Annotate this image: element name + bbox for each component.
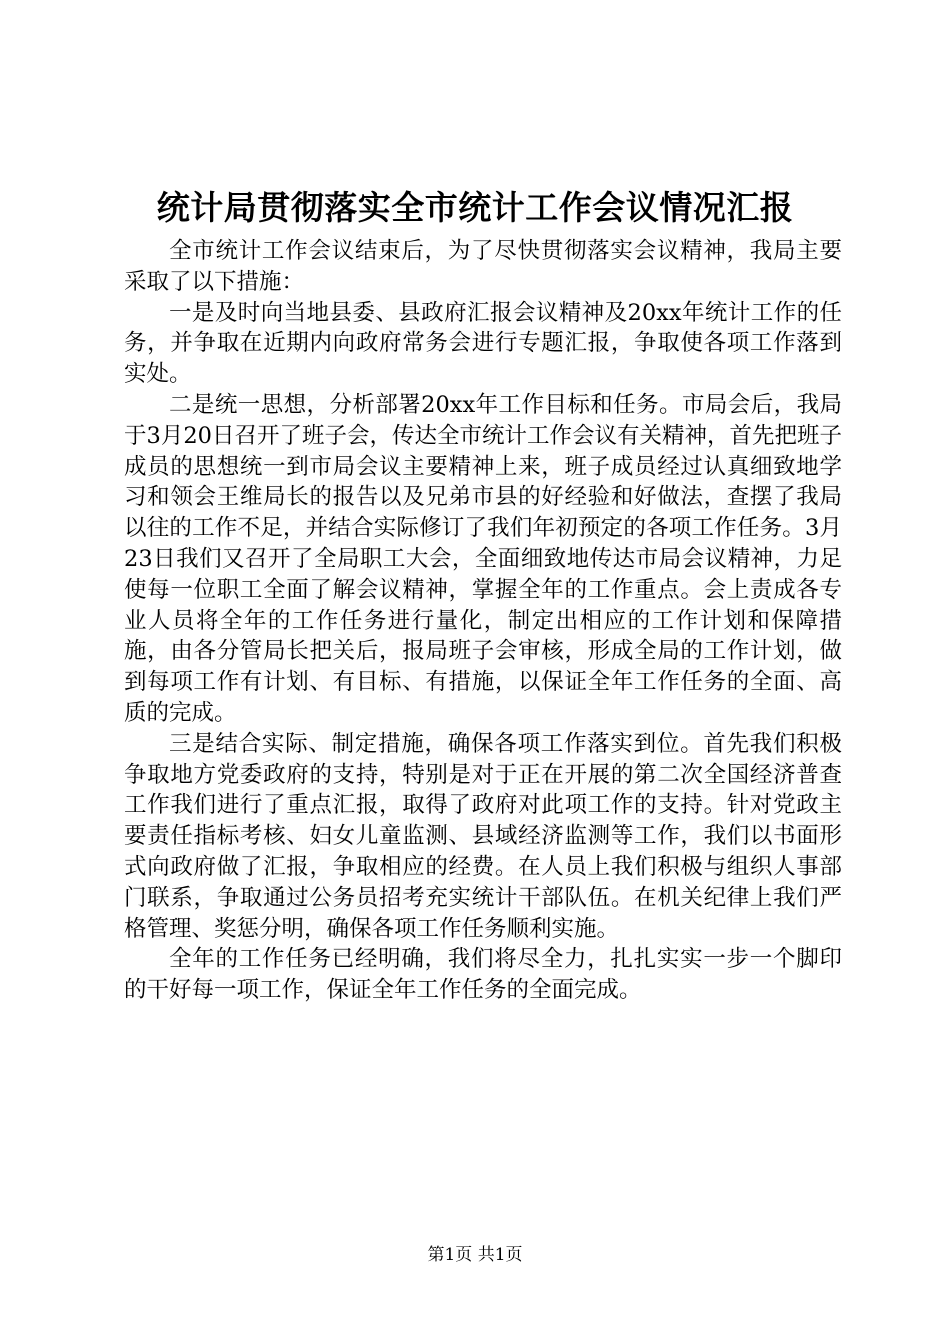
- paragraph-measure-one: 一是及时向当地县委、县政府汇报会议精神及20xx年统计工作的任务，并争取在近期内向政府常务会进行专题汇报，争取使各项工作落到实处。: [124, 299, 842, 388]
- paragraph-conclusion: 全年的工作任务已经明确，我们将尽全力，扎扎实实一步一个脚印的干好每一项工作，保证全年工作任务的全面完成。: [124, 946, 842, 1004]
- paragraph-measure-two: 二是统一思想，分析部署20xx年工作目标和任务。市局会后，我局于3月20日召开了班子会，传达全市统计工作会议有关精神，首先把班子成员的思想统一到市局会议主要精神上来，班子成员经过认真细致地学习和领会王维局长的报告以及兄弟市县的好经验和好做法，查摆了我局以往的工作不足，并结合实际修订了我们年初预定的各项工作任务。3月23日我们又召开了全局职工大会，全面细致地传达市局会议精神，力足使每一位职工全面了解会议精神，掌握全年的工作重点。会上责成各专业人员将全年的工作任务进行量化，制定出相应的工作计划和保障措施，由各分管局长把关后，报局班子会审核，形成全局的工作计划，做到每项工作有计划、有目标、有措施，以保证全年工作任务的全面、高质的完成。: [124, 391, 842, 726]
- page-footer: 第1页 共1页: [427, 1245, 523, 1265]
- paragraph-measure-three: 三是结合实际、制定措施，确保各项工作落实到位。首先我们积极争取地方党委政府的支持，特别是对于正在开展的第二次全国经济普查工作我们进行了重点汇报，取得了政府对此项工作的支持。针对党政主要责任指标考核、妇女儿童监测、县域经济监测等工作，我们以书面形式向政府做了汇报，争取相应的经费。在人员上我们积极与组织人事部门联系，争取通过公务员招考充实统计干部队伍。在机关纪律上我们严格管理、奖惩分明，确保各项工作任务顺利实施。: [124, 730, 842, 942]
- document-title: 统计局贯彻落实全市统计工作会议情况汇报: [156, 188, 794, 227]
- paragraph-intro: 全市统计工作会议结束后，为了尽快贯彻落实会议精神，我局主要采取了以下措施：: [124, 238, 842, 295]
- document-body: [124, 236, 842, 1006]
